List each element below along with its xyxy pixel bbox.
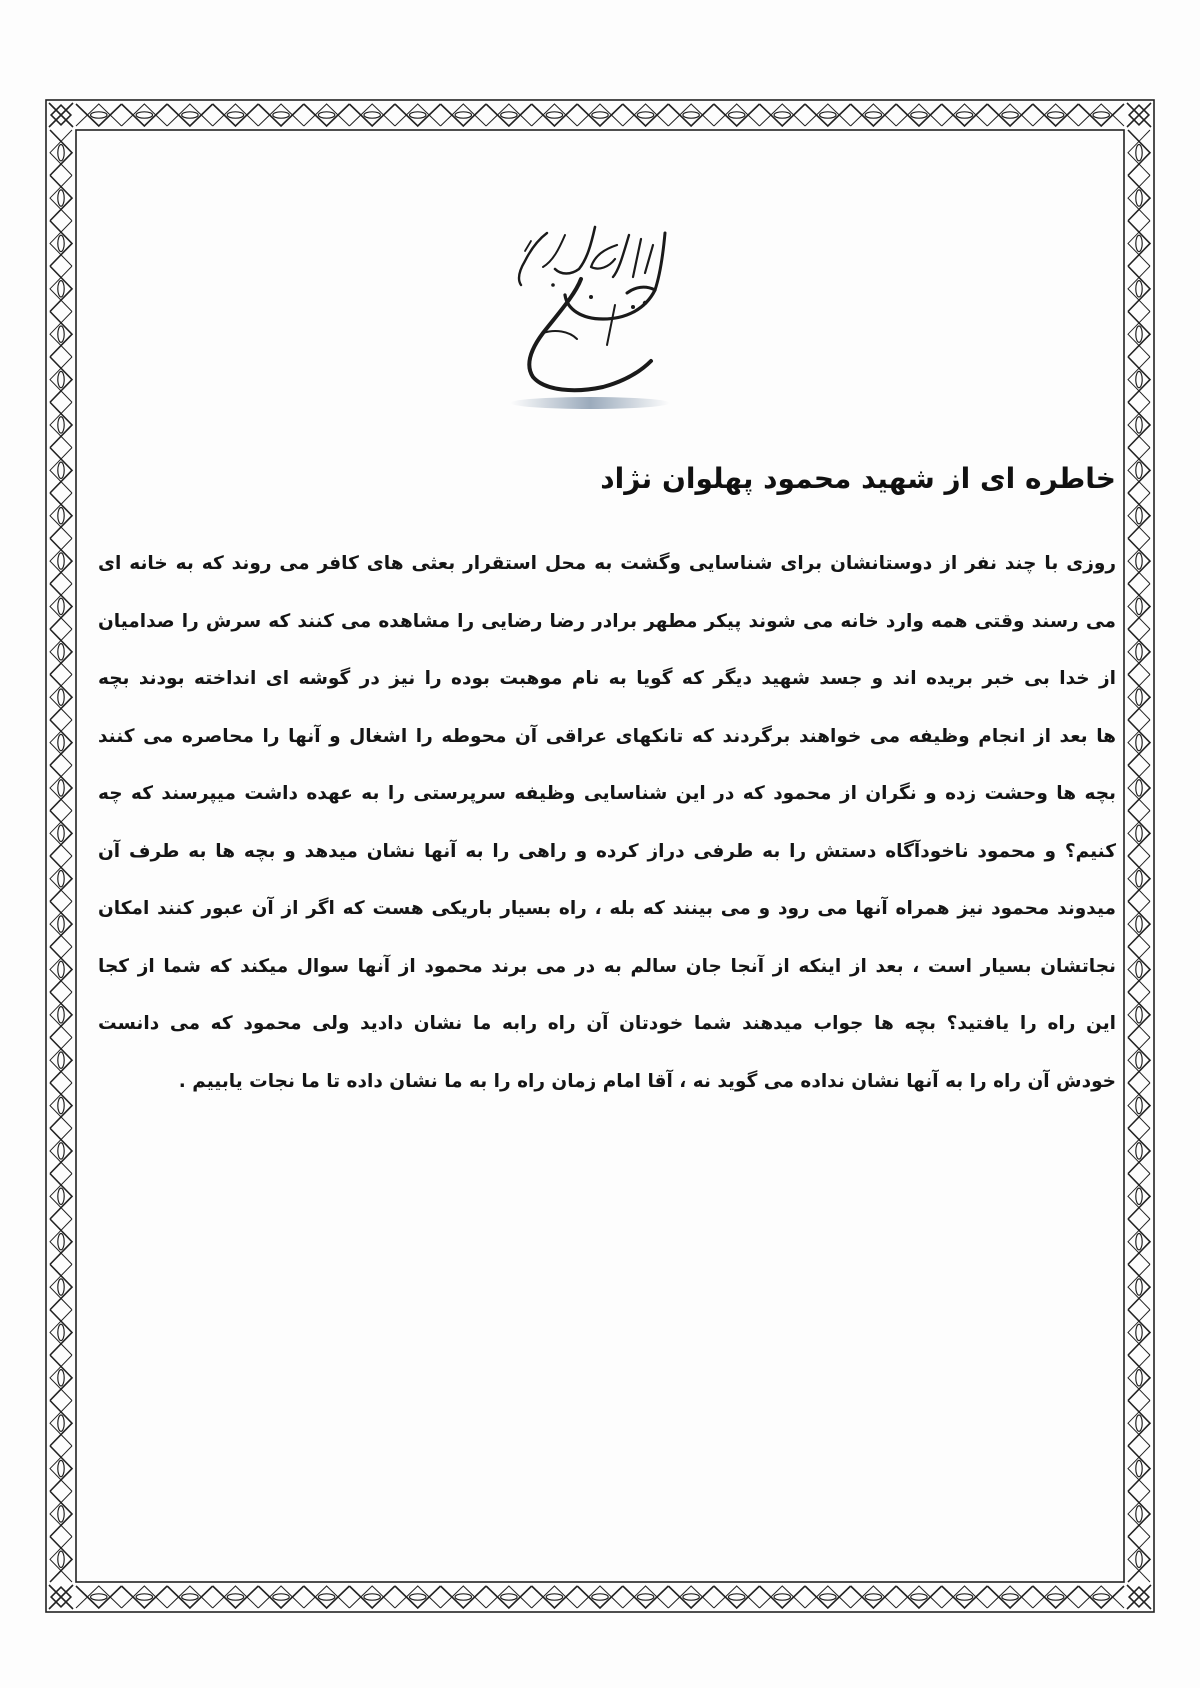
- body-line: روزی با چند نفر از دوستانشان برای شناسایی وگشت به محل استقرار بعثی های کافر می روند که به خانه ای: [98, 553, 1116, 574]
- body-line: نجاتشان بسیار است ، بعد از اینکه از آنجا جان سالم به در می برند محمود از آنها سوال میکند که شما از کجا: [98, 955, 1116, 977]
- page-title: خاطره ای از شهید محمود پهلوان نژاد: [600, 462, 1116, 495]
- body-line: از خدا بی خبر بریده اند و جسد شهید دیگر که گویا به نام موهبت بوده را نیز در گوشه ای انداخته بودند بچه: [98, 668, 1116, 689]
- body-line: می رسند وقتی همه وارد خانه می شوند پیکر مطهر برادر رضا رضایی را مشاهده می کنند که سرش را صدامیان: [98, 610, 1116, 632]
- body-line: بچه ها وحشت زده و نگران از محمود که در این شناسایی وظیفه سرپرستی را به عهده داشت میپرسند که چه: [98, 783, 1116, 804]
- body-line: خودش آن راه را به آنها نشان نداده می گوید نه ، آقا امام زمان راه را به ما نشان داده تا ما نجات یابییم .: [178, 1070, 1116, 1092]
- basmala-text: [455, 300, 715, 301]
- body-line: میدوند محمود نیز همراه آنها می رود و می بینند که بله ، راه بسیار باریکی هست که اگر از آن عبور کنند امکان: [98, 898, 1116, 919]
- body-line: کنیم؟ و محمود ناخودآگاه دستش را به طرفی دراز کرده و راهی را به آنها نشان میدهد و بچه ها به طرف آن: [98, 840, 1116, 862]
- basmala-calligraphy: [495, 215, 685, 415]
- body-line: ها بعد از انجام وظیفه می خواهند برگردند که تانکهای عراقی آن محوطه را اشغال و آنها را محاصره می کنند: [98, 725, 1116, 747]
- body-line: این راه را یافتید؟ بچه ها جواب میدهند شما خودتان آن راه رابه ما نشان دادید ولی محمود که می دانست: [98, 1013, 1116, 1034]
- memoir-body: [98, 535, 1116, 1110]
